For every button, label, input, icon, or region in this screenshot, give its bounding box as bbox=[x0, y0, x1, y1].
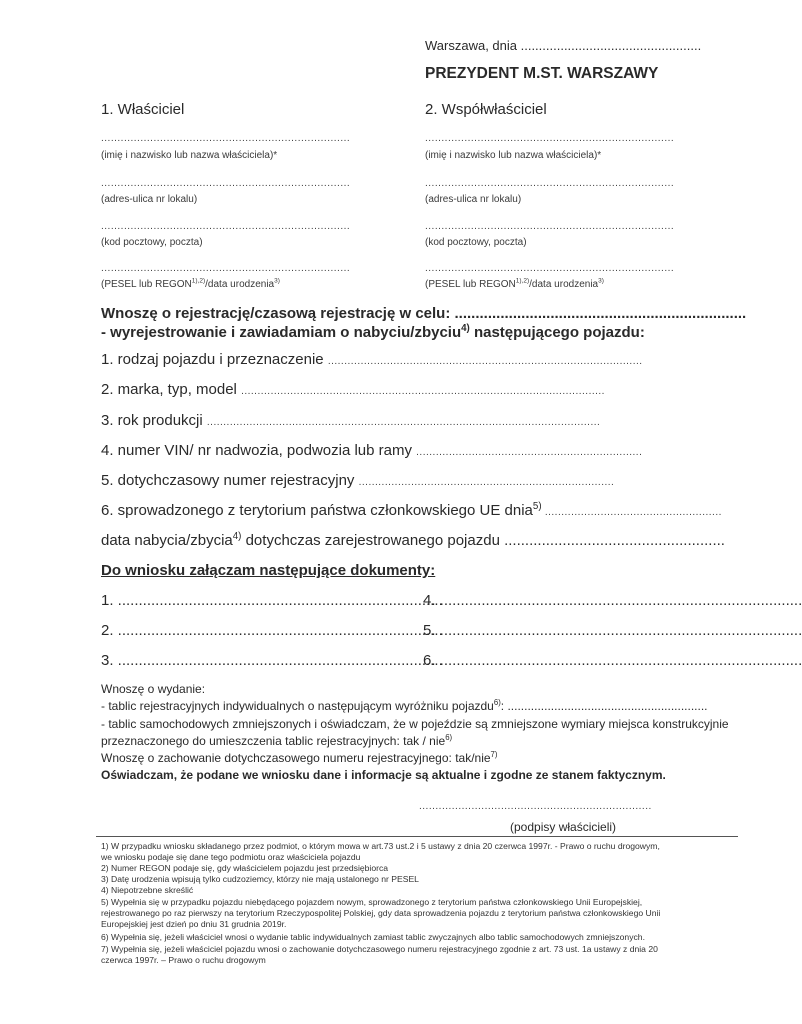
registration-number-field[interactable]: 5. dotychczasowy numer rejestracyjny .............................................................................. bbox=[101, 472, 615, 489]
issue-heading: Wnoszę o wydanie: bbox=[101, 682, 206, 696]
owner-postal-field[interactable]: ............................................................................ bbox=[101, 221, 351, 232]
reduced-plates-line-2[interactable]: przeznaczonego do umieszczenia tablic rejestracyjnych: tak / nie$^{6)}$ bbox=[101, 733, 453, 748]
attachment-field-5[interactable]: 5. ....................................................................................... bbox=[423, 622, 802, 639]
vin-field[interactable]: 4. numer VIN/ nr nadwozia, podwozia lub ramy ..................................................................... bbox=[101, 442, 643, 459]
owner-pesel-label: (PESEL lub $REGON^{1),2)}$/data urodzenia$^{3)}$ bbox=[101, 277, 280, 290]
footnote-divider bbox=[96, 836, 738, 837]
custom-plates-line[interactable]: - tablic rejestracyjnych indywidualnych o następującym wyróżniku pojazdu$^{6)}$: ............................................................ bbox=[101, 698, 708, 713]
acquisition-date-field[interactable]: data nabycia/zbycia$^{4)}$ dotychczas zarejestrowanego pojazdu ..................................................... bbox=[101, 531, 725, 549]
attachment-field-6[interactable]: 6. ....................................................................................... bbox=[423, 652, 802, 669]
vehicle-type-field[interactable]: 1. rodzaj pojazdu i przeznaczenie ................................................................................................ bbox=[101, 351, 643, 368]
footnote-2: 2) Numer REGON podaje się, gdy właścicielem pojazdu jest przedsiębiorca bbox=[101, 863, 389, 873]
attachment-field-2[interactable]: 2. .............................................................................. bbox=[101, 622, 443, 639]
request-line: Wnoszę o rejestrację/czasową rejestrację w celu: ...................................................................... bbox=[101, 305, 747, 322]
owner-heading: 1. Właściciel bbox=[101, 101, 185, 118]
vehicle-make-field[interactable]: 2. marka, typ, model ............................................................................................................... bbox=[101, 381, 605, 398]
co-owner-heading: 2. Współwłaściciel bbox=[425, 101, 547, 118]
co-owner-pesel-label: (PESEL lub $REGON^{1),2)}$/data urodzenia$^{3)}$ bbox=[425, 277, 604, 290]
page-title: PREZYDENT M.ST. WARSZAWY bbox=[425, 65, 659, 82]
co-owner-name-label: (imię i nazwisko lub nazwa właściciela)* bbox=[425, 150, 602, 161]
footnote-7: 7) Wypełnia się, jeżeli właściciel pojazdu wnosi o zachowanie dotychczasowego numeru rejestracyjnego zgodnie z art. 73 ust. 1a ustawy z dnia 20 bbox=[101, 944, 658, 954]
place-date-line: Warszawa, dnia .................................................. bbox=[425, 38, 702, 53]
co-owner-pesel-field[interactable]: ............................................................................ bbox=[425, 263, 675, 274]
declaration-text: Oświadczam, że podane we wniosku dane i informacje są aktualne i zgodne ze stanem faktycznym. bbox=[101, 768, 666, 782]
signature-label: (podpisy właścicieli) bbox=[510, 820, 617, 834]
footnote-4: 4) Niepotrzebne skreślić bbox=[101, 885, 194, 895]
attachments-heading: Do wniosku załączam następujące dokumenty: bbox=[101, 562, 436, 579]
import-date-field[interactable]: 6. sprowadzonego z terytorium państwa członkowskiego UE dnia$^{5)}$ ...................................................... bbox=[101, 501, 722, 519]
footnote-5-cont: rejestrowanego po raz pierwszy na terytorium Rzeczypospolitej Polskiej, gdy data sprowadzenia pojazdu z terytorium państwa członkowskiego Unii bbox=[101, 908, 661, 918]
keep-number-line[interactable]: Wnoszę o zachowanie dotychczasowego numeru rejestracyjnego: tak/nie$^{7)}$ bbox=[101, 750, 498, 765]
attachment-field-4[interactable]: 4. ....................................................................................... bbox=[423, 592, 802, 609]
attachment-field-1[interactable]: 1. .............................................................................. bbox=[101, 592, 443, 609]
footnote-6: 6) Wypełnia się, jeżeli właściciel wnosi o wydanie tablic indywidualnych zamiast tablic zwyczajnych albo tablic samochodowych zmniejszonych. bbox=[101, 932, 645, 942]
deregistration-line: - wyrejestrowanie i zawiadamiam o nabyciu/zbyciu$^{4)}$ następującego pojazdu: bbox=[101, 323, 645, 341]
co-owner-postal-field[interactable]: ............................................................................ bbox=[425, 221, 675, 232]
owner-postal-label: (kod pocztowy, poczta) bbox=[101, 237, 203, 248]
footnote-7-cont: czerwca 1997r. – Prawo o ruchu drogowym bbox=[101, 955, 266, 965]
co-owner-name-field[interactable]: ............................................................................ bbox=[425, 133, 675, 144]
co-owner-address-label: (adres-ulica nr lokalu) bbox=[425, 194, 522, 205]
footnote-1-cont: we wniosku podaje się dane tego podmiotu oraz właściciela pojazdu bbox=[101, 852, 361, 862]
footnote-5-cont-2: Europejskiej jest dzień po dniu 31 grudnia 2019r. bbox=[101, 919, 287, 929]
owner-address-field[interactable]: ............................................................................ bbox=[101, 178, 351, 189]
production-year-field[interactable]: 3. rok produkcji ........................................................................................................................ bbox=[101, 412, 601, 429]
co-owner-postal-label: (kod pocztowy, poczta) bbox=[425, 237, 527, 248]
owner-pesel-field[interactable]: ............................................................................ bbox=[101, 263, 351, 274]
co-owner-address-field[interactable]: ............................................................................ bbox=[425, 178, 675, 189]
footnote-1: 1) W przypadku wniosku składanego przez podmiot, o którym mowa w art.73 ust.2 i 5 ustawy z dnia 20 czerwca 1997r. - Prawo o ruchu drogowym, bbox=[101, 841, 660, 851]
signature-field[interactable]: ....................................................................... bbox=[419, 801, 652, 812]
owner-name-label: (imię i nazwisko lub nazwa właściciela)* bbox=[101, 150, 278, 161]
footnote-5: 5) Wypełnia się w przypadku pojazdu niebędącego pojazdem nowym, sprowadzonego z terytorium państwa członkowskiego Unii Europejskiej, bbox=[101, 897, 643, 907]
reduced-plates-line[interactable]: - tablic samochodowych zmniejszonych i oświadczam, że w pojeździe są zmniejszone wymiary miejsca konstrukcyjnie bbox=[101, 717, 729, 731]
footnote-3: 3) Datę urodzenia wpisują tylko cudzoziemcy, którzy nie mają ustalonego nr PESEL bbox=[101, 874, 419, 884]
owner-name-field[interactable]: ............................................................................ bbox=[101, 133, 351, 144]
attachment-field-3[interactable]: 3. .............................................................................. bbox=[101, 652, 443, 669]
owner-address-label: (adres-ulica nr lokalu) bbox=[101, 194, 198, 205]
